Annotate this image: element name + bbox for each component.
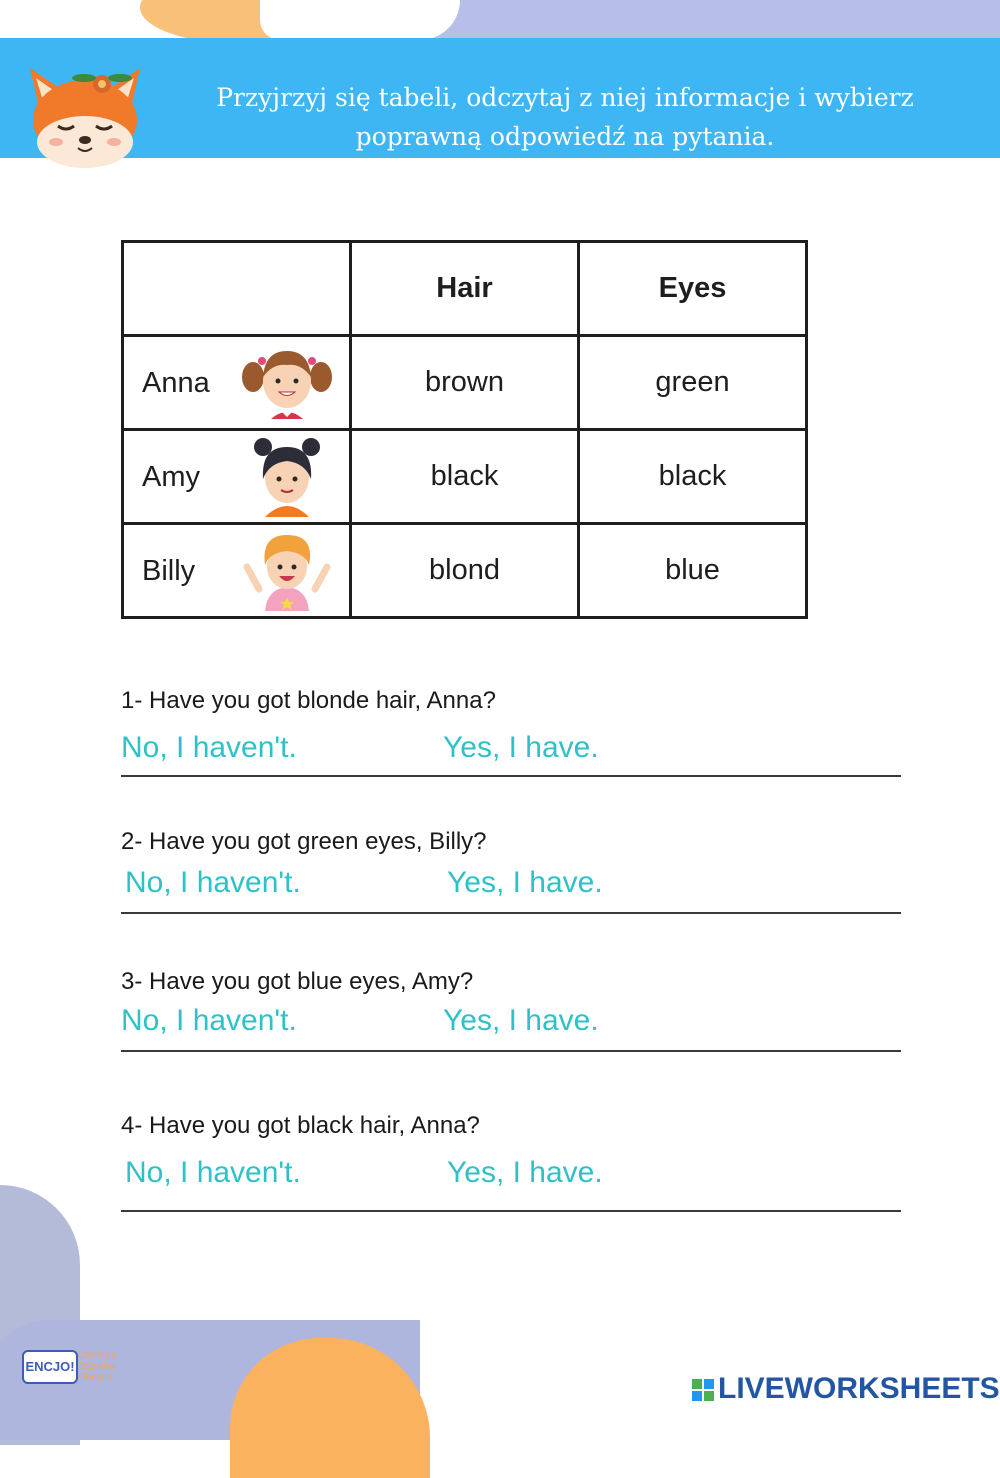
question-text: 2- Have you got green eyes, Billy? xyxy=(121,828,487,855)
divider xyxy=(121,912,901,914)
question-block xyxy=(121,1112,901,1216)
table-header-cell: Hair xyxy=(351,242,579,336)
eyes-cell: blue xyxy=(579,524,807,618)
divider xyxy=(121,775,901,777)
encjo-logo xyxy=(22,1350,117,1384)
answer-option-no[interactable]: No, I haven't. xyxy=(125,1156,301,1189)
table-row xyxy=(123,430,807,524)
liveworksheets-brand xyxy=(692,1372,1000,1406)
liveworksheets-logo-icon xyxy=(692,1379,714,1401)
logo-subtitle: Centrum Języków Obcych xyxy=(78,1350,117,1383)
answer-option-yes[interactable]: Yes, I have. xyxy=(443,731,599,764)
name-cell xyxy=(123,430,351,524)
logo-mark: ENCJO! xyxy=(22,1350,78,1384)
hair-cell: brown xyxy=(351,336,579,430)
question-block xyxy=(121,687,901,779)
divider xyxy=(121,1050,901,1052)
table-header-cell xyxy=(123,242,351,336)
hair-cell: blond xyxy=(351,524,579,618)
fox-mascot-icon xyxy=(22,60,148,172)
question-block xyxy=(121,968,901,1056)
eyes-cell: black xyxy=(579,430,807,524)
answer-option-yes[interactable]: Yes, I have. xyxy=(447,866,603,899)
name-cell xyxy=(123,336,351,430)
instruction-line-pl-2: poprawną odpowiedź na pytania. xyxy=(355,122,775,151)
decor-shape xyxy=(260,0,460,40)
answer-option-no[interactable]: No, I haven't. xyxy=(125,866,301,899)
person-name: Amy xyxy=(142,461,200,493)
person-name: Anna xyxy=(142,367,210,399)
table-row xyxy=(123,336,807,430)
instruction-text xyxy=(180,78,950,195)
answer-option-yes[interactable]: Yes, I have. xyxy=(443,1004,599,1037)
table-header-cell: Eyes xyxy=(579,242,807,336)
question-text: 4- Have you got black hair, Anna? xyxy=(121,1112,480,1139)
name-cell xyxy=(123,524,351,618)
table-header-row xyxy=(123,242,807,336)
question-text: 1- Have you got blonde hair, Anna? xyxy=(121,687,496,714)
answer-option-no[interactable]: No, I haven't. xyxy=(121,731,297,764)
instruction-line-en: Look ate the table, chooose the answer that is correct. xyxy=(218,161,912,190)
divider xyxy=(121,1210,901,1212)
billy-avatar-icon xyxy=(241,531,333,611)
eyes-cell: green xyxy=(579,336,807,430)
instruction-line-pl-1: Przyjrzyj się tabeli, odczytaj z niej informacje i wybierz xyxy=(216,83,914,112)
amy-avatar-icon xyxy=(241,437,333,517)
person-name: Billy xyxy=(142,555,196,587)
brand-name: LIVEWORKSHEETS xyxy=(718,1372,1000,1405)
table-row xyxy=(123,524,807,618)
instruction-banner xyxy=(0,38,1000,190)
question-block xyxy=(121,828,901,918)
info-table xyxy=(121,240,808,619)
hair-cell: black xyxy=(351,430,579,524)
anna-avatar-icon xyxy=(241,343,333,423)
answer-option-yes[interactable]: Yes, I have. xyxy=(447,1156,603,1189)
question-text: 3- Have you got blue eyes, Amy? xyxy=(121,968,474,995)
answer-option-no[interactable]: No, I haven't. xyxy=(121,1004,297,1037)
